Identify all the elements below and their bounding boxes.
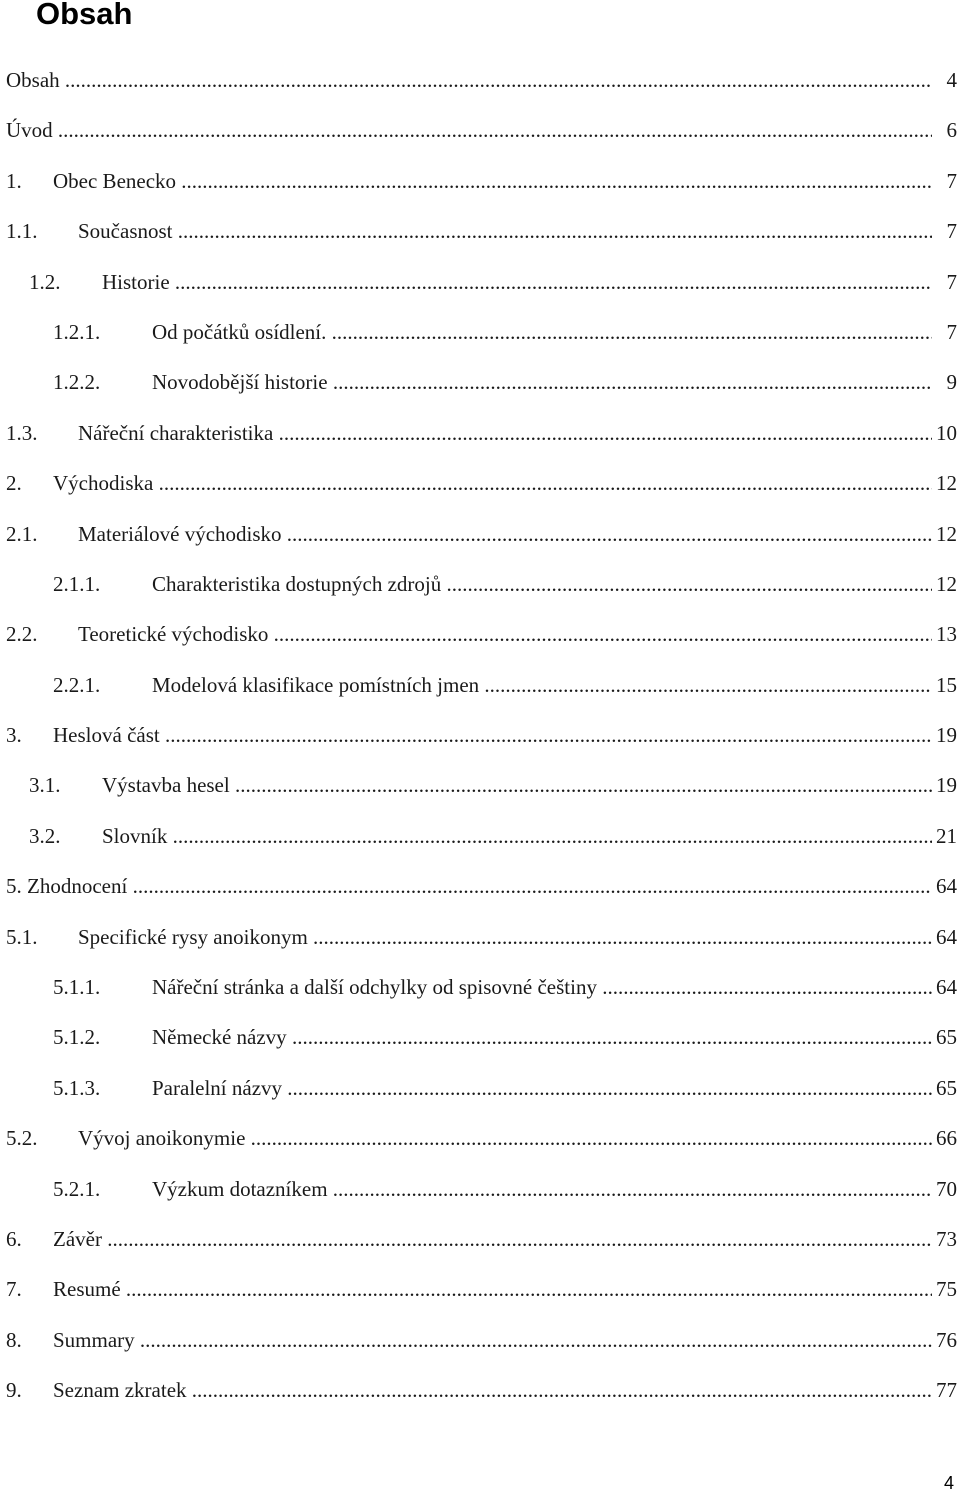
toc-entry-number: 6. bbox=[6, 1226, 22, 1251]
toc-entry-1-1[interactable] bbox=[0, 206, 960, 256]
toc-entry-8[interactable] bbox=[0, 1315, 960, 1365]
toc-entry-1[interactable] bbox=[0, 156, 960, 206]
toc-entry-page: 65 bbox=[936, 1063, 957, 1113]
table-of-contents bbox=[0, 55, 960, 1416]
toc-entry-text: Obsah ..... bbox=[6, 55, 932, 105]
toc-entry-text: Nářeční stránka a další odchylky od spisovné češtiny ..... bbox=[152, 962, 932, 1012]
toc-entry-page: 64 bbox=[936, 912, 957, 962]
toc-entry-number: 2. bbox=[6, 471, 22, 496]
toc-entry-text: Nářeční charakteristika ..... bbox=[78, 408, 932, 458]
page-number: 4 bbox=[943, 1473, 954, 1493]
page-title: Obsah bbox=[36, 0, 133, 31]
toc-entry-number: 8. bbox=[6, 1327, 22, 1352]
toc-entry-1-2-1[interactable] bbox=[0, 307, 960, 357]
toc-entry-9[interactable] bbox=[0, 1365, 960, 1415]
toc-entry-text: Modelová klasifikace pomístních jmen ..... bbox=[152, 660, 932, 710]
toc-entry-page: 64 bbox=[936, 962, 957, 1012]
toc-entry-text: Východiska ..... bbox=[53, 458, 932, 508]
toc-entry-page: 4 bbox=[947, 55, 958, 105]
toc-entry-uvod[interactable] bbox=[0, 105, 960, 155]
toc-entry-3-1[interactable] bbox=[0, 760, 960, 810]
toc-entry-number: 2.2.1. bbox=[53, 672, 101, 697]
toc-entry-text: Teoretické východisko ..... bbox=[78, 609, 932, 659]
toc-entry-5-1-3[interactable] bbox=[0, 1063, 960, 1113]
toc-entry-3[interactable] bbox=[0, 710, 960, 760]
toc-entry-page: 7 bbox=[947, 206, 958, 256]
toc-entry-text: Výstavba hesel ..... bbox=[102, 760, 932, 810]
toc-entry-text: Charakteristika dostupných zdrojů ..... bbox=[152, 559, 932, 609]
toc-entry-5-2-1[interactable] bbox=[0, 1164, 960, 1214]
toc-entry-number: 7. bbox=[6, 1277, 22, 1302]
toc-entry-number: 2.1. bbox=[6, 521, 38, 546]
toc-entry-5-2[interactable] bbox=[0, 1113, 960, 1163]
toc-entry-text: Specifické rysy anoikonym ..... bbox=[78, 912, 932, 962]
toc-entry-page: 19 bbox=[936, 710, 957, 760]
toc-entry-1-3[interactable] bbox=[0, 408, 960, 458]
toc-entry-2-1-1[interactable] bbox=[0, 559, 960, 609]
toc-entry-text: Summary ..... bbox=[53, 1315, 932, 1365]
toc-entry-text: Seznam zkratek ..... bbox=[53, 1365, 932, 1415]
toc-entry-page: 70 bbox=[936, 1164, 957, 1214]
toc-entry-text: Heslová část ..... bbox=[53, 710, 932, 760]
toc-entry-page: 12 bbox=[936, 458, 957, 508]
toc-entry-text: Historie ..... bbox=[102, 257, 932, 307]
toc-entry-page: 76 bbox=[936, 1315, 957, 1365]
toc-entry-number: 2.1.1. bbox=[53, 571, 101, 596]
toc-entry-text: Vývoj anoikonymie ..... bbox=[78, 1113, 932, 1163]
toc-entry-2[interactable] bbox=[0, 458, 960, 508]
toc-entry-page: 19 bbox=[936, 760, 957, 810]
toc-entry-text: Novodobější historie ..... bbox=[152, 357, 932, 407]
toc-entry-text: Paralelní názvy ..... bbox=[152, 1063, 932, 1113]
toc-entry-number: 3.1. bbox=[29, 773, 61, 798]
toc-entry-number: 2.2. bbox=[6, 622, 38, 647]
toc-entry-5-1-2[interactable] bbox=[0, 1012, 960, 1062]
toc-entry-number: 5.2.1. bbox=[53, 1176, 101, 1201]
toc-entry-1-2-2[interactable] bbox=[0, 357, 960, 407]
toc-entry-6[interactable] bbox=[0, 1214, 960, 1264]
toc-entry-page: 7 bbox=[947, 257, 958, 307]
toc-entry-page: 21 bbox=[936, 811, 957, 861]
toc-entry-text: 5. Zhodnocení ..... bbox=[6, 861, 932, 911]
toc-entry-text: Obec Benecko ..... bbox=[53, 156, 932, 206]
toc-entry-page: 9 bbox=[947, 357, 958, 407]
toc-entry-3-2[interactable] bbox=[0, 811, 960, 861]
toc-entry-page: 75 bbox=[936, 1264, 957, 1314]
toc-entry-page: 12 bbox=[936, 509, 957, 559]
toc-entry-number: 1.2.1. bbox=[53, 319, 101, 344]
toc-entry-number: 5.2. bbox=[6, 1126, 38, 1151]
toc-entry-number: 1.2.2. bbox=[53, 370, 101, 395]
toc-entry-page: 10 bbox=[936, 408, 957, 458]
toc-entry-5-1[interactable] bbox=[0, 912, 960, 962]
toc-entry-2-2[interactable] bbox=[0, 609, 960, 659]
toc-entry-page: 65 bbox=[936, 1012, 957, 1062]
toc-entry-text: Slovník ..... bbox=[102, 811, 932, 861]
toc-entry-number: 5.1.1. bbox=[53, 975, 101, 1000]
toc-entry-number: 1. bbox=[6, 168, 22, 193]
toc-entry-text: Současnost ..... bbox=[78, 206, 932, 256]
toc-entry-5[interactable] bbox=[0, 861, 960, 911]
toc-entry-text: Závěr ..... bbox=[53, 1214, 932, 1264]
toc-entry-number: 9. bbox=[6, 1378, 22, 1403]
toc-entry-page: 15 bbox=[936, 660, 957, 710]
toc-entry-number: 5.1.2. bbox=[53, 1025, 101, 1050]
toc-entry-text: Výzkum dotazníkem ..... bbox=[152, 1164, 932, 1214]
toc-entry-page: 12 bbox=[936, 559, 957, 609]
toc-entry-text: Úvod ..... bbox=[6, 105, 932, 155]
toc-entry-page: 13 bbox=[936, 609, 957, 659]
toc-entry-number: 1.2. bbox=[29, 269, 61, 294]
toc-entry-5-1-1[interactable] bbox=[0, 962, 960, 1012]
toc-entry-text: Resumé ..... bbox=[53, 1264, 932, 1314]
toc-entry-number: 5.1.3. bbox=[53, 1075, 101, 1100]
toc-entry-number: 3.2. bbox=[29, 823, 61, 848]
toc-entry-2-1[interactable] bbox=[0, 509, 960, 559]
toc-entry-number: 1.3. bbox=[6, 420, 38, 445]
toc-entry-page: 7 bbox=[947, 156, 958, 206]
toc-entry-page: 64 bbox=[936, 861, 957, 911]
toc-entry-2-2-1[interactable] bbox=[0, 660, 960, 710]
toc-entry-page: 73 bbox=[936, 1214, 957, 1264]
toc-entry-7[interactable] bbox=[0, 1264, 960, 1314]
toc-entry-number: 5.1. bbox=[6, 924, 38, 949]
toc-entry-number: 3. bbox=[6, 723, 22, 748]
toc-entry-page: 66 bbox=[936, 1113, 957, 1163]
toc-entry-page: 7 bbox=[947, 307, 958, 357]
toc-entry-page: 6 bbox=[947, 105, 958, 155]
toc-entry-text: Od počátků osídlení. ..... bbox=[152, 307, 932, 357]
toc-entry-page: 77 bbox=[936, 1365, 957, 1415]
toc-entry-1-2[interactable] bbox=[0, 257, 960, 307]
toc-entry-number: 1.1. bbox=[6, 219, 38, 244]
toc-entry-text: Materiálové východisko ..... bbox=[78, 509, 932, 559]
toc-entry-obsah[interactable] bbox=[0, 55, 960, 105]
toc-entry-text: Německé názvy ..... bbox=[152, 1012, 932, 1062]
